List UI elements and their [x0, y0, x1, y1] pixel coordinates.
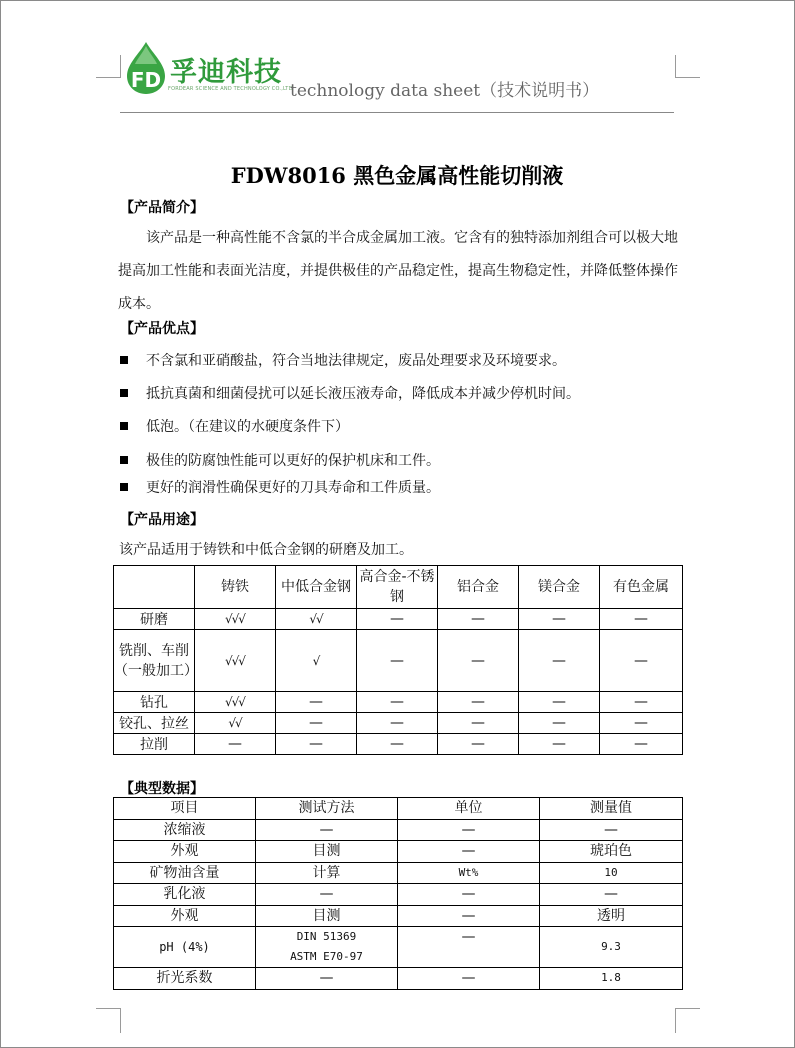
table-cell: —	[398, 905, 540, 927]
table-cell: 10	[540, 862, 683, 884]
advantage-item: 极佳的防腐蚀性能可以更好的保护机床和工件。	[120, 450, 440, 470]
bullet-square-icon	[120, 389, 128, 397]
intro-paragraph	[118, 222, 678, 321]
table-cell: —	[256, 819, 398, 841]
row-label-cell: 拉削	[114, 734, 195, 755]
table-row	[114, 905, 683, 927]
table-cell: —	[357, 609, 438, 630]
table-cell: 乳化液	[114, 884, 256, 906]
table-cell: —	[398, 819, 540, 841]
typical-data-table	[113, 797, 683, 990]
table-cell: —	[398, 841, 540, 863]
table-cell: —	[398, 884, 540, 906]
table-cell: —	[540, 819, 683, 841]
table-cell: —	[195, 734, 276, 755]
table-cell: —	[276, 734, 357, 755]
table-cell: √√	[276, 609, 357, 630]
table-row	[114, 968, 683, 990]
table-cell: —	[398, 968, 540, 990]
table-cell: —	[438, 734, 519, 755]
table-cell: pH (4%)	[114, 927, 256, 968]
table-cell: —	[540, 884, 683, 906]
svg-text:FD: FD	[130, 68, 162, 92]
table-cell: —	[519, 713, 600, 734]
table-header-cell: 铝合金	[438, 566, 519, 609]
company-logo-icon	[119, 40, 174, 95]
crop-mark-bottom-left	[96, 1008, 121, 1033]
table-cell: —	[600, 734, 683, 755]
table-cell: —	[519, 609, 600, 630]
advantage-item: 抵抗真菌和细菌侵扰可以延长液压液寿命，降低成本并减少停机时间。	[120, 383, 580, 403]
table-header-cell: 镁合金	[519, 566, 600, 609]
table-row	[114, 609, 683, 630]
typical-data-heading: 【典型数据】	[120, 781, 204, 797]
table-cell: —	[357, 713, 438, 734]
table-cell: —	[256, 968, 398, 990]
table-cell: —	[600, 630, 683, 692]
table-cell: √√√	[195, 609, 276, 630]
table-cell: 外观	[114, 841, 256, 863]
table-cell: —	[438, 692, 519, 713]
table-cell: —	[357, 692, 438, 713]
table-cell: —	[357, 630, 438, 692]
usage-text: 该产品适用于铸铁和中低合金钢的研磨及加工。	[119, 542, 413, 558]
header-subtitle: technology data sheet（技术说明书）	[290, 81, 600, 101]
advantages-heading: 【产品优点】	[120, 321, 204, 337]
bullet-square-icon	[120, 356, 128, 364]
table-cell: √	[276, 630, 357, 692]
row-label-cell: 铣削、车削（一般加工）	[114, 630, 195, 692]
table-cell: 目测	[256, 905, 398, 927]
table-row	[114, 819, 683, 841]
table-cell: —	[519, 692, 600, 713]
intro-heading: 【产品简介】	[120, 200, 204, 216]
brand-name-en: FORDEAR SCIENCE AND TECHNOLOGY CO.,LTD	[168, 86, 293, 92]
usage-heading: 【产品用途】	[120, 512, 204, 528]
table-cell: 折光系数	[114, 968, 256, 990]
table-row	[114, 713, 683, 734]
header-rule	[120, 112, 674, 113]
table-cell: 1.8	[540, 968, 683, 990]
table-header-cell: 铸铁	[195, 566, 276, 609]
test-method-line: DIN 51369	[296, 930, 357, 943]
table-cell: —	[276, 713, 357, 734]
table-row	[114, 927, 683, 968]
advantage-item: 低泡。（在建议的水硬度条件下）	[120, 416, 349, 436]
table-cell: 透明	[540, 905, 683, 927]
intro-text: 该产品是一种高性能不含氯的半合成金属加工液。它含有的独特添加剂组合可以极大地提高加工性能和表面光洁度，并提供极佳的产品稳定性，提高生物稳定性，并降低整体操作成本。	[118, 230, 678, 312]
table-header-cell: 测量值	[540, 798, 683, 820]
table-cell	[256, 927, 398, 968]
table-cell: —	[438, 609, 519, 630]
row-label-cell: 研磨	[114, 609, 195, 630]
table-row	[114, 862, 683, 884]
table-cell: 计算	[256, 862, 398, 884]
table-cell: —	[519, 630, 600, 692]
table-cell: —	[438, 713, 519, 734]
table-header-cell: 高合金-不锈钢	[357, 566, 438, 609]
table-cell: √√	[195, 713, 276, 734]
table-header-cell: 单位	[398, 798, 540, 820]
table-cell: —	[398, 927, 540, 968]
table-cell: 矿物油含量	[114, 862, 256, 884]
table-cell: 琥珀色	[540, 841, 683, 863]
crop-mark-top-left	[96, 55, 121, 78]
document-title: FDW8016 黑色金属高性能切削液	[230, 163, 564, 188]
table-row	[114, 692, 683, 713]
usage-table	[113, 565, 683, 755]
table-header-row	[114, 566, 683, 609]
table-cell: √√√	[195, 692, 276, 713]
bullet-square-icon	[120, 422, 128, 430]
table-cell: —	[438, 630, 519, 692]
table-cell: —	[256, 884, 398, 906]
table-cell: —	[276, 692, 357, 713]
table-cell: 浓缩液	[114, 819, 256, 841]
bullet-square-icon	[120, 483, 128, 491]
row-label-cell: 铰孔、拉丝	[114, 713, 195, 734]
crop-mark-top-right	[675, 55, 700, 78]
table-cell: —	[519, 734, 600, 755]
table-header-cell	[114, 566, 195, 609]
test-method-line: ASTM E70-97	[290, 950, 363, 963]
table-row	[114, 841, 683, 863]
table-cell: Wt%	[398, 862, 540, 884]
table-cell: 9.3	[540, 927, 683, 968]
advantage-item: 不含氯和亚硝酸盐，符合当地法律规定，废品处理要求及环境要求。	[120, 350, 566, 370]
table-header-cell: 项目	[114, 798, 256, 820]
table-cell: —	[357, 734, 438, 755]
table-row	[114, 630, 683, 692]
table-row	[114, 884, 683, 906]
table-cell: √√√	[195, 630, 276, 692]
table-cell: —	[600, 713, 683, 734]
table-cell: 外观	[114, 905, 256, 927]
table-header-row	[114, 798, 683, 820]
table-header-cell: 中低合金钢	[276, 566, 357, 609]
row-label-cell: 钻孔	[114, 692, 195, 713]
table-cell: —	[600, 692, 683, 713]
advantage-item: 更好的润滑性确保更好的刀具寿命和工件质量。	[120, 477, 440, 497]
brand-name-cn: 孚迪科技	[170, 57, 282, 88]
table-header-cell: 测试方法	[256, 798, 398, 820]
crop-mark-bottom-right	[675, 1008, 700, 1033]
table-header-cell: 有色金属	[600, 566, 683, 609]
table-cell: —	[600, 609, 683, 630]
bullet-square-icon	[120, 456, 128, 464]
table-row	[114, 734, 683, 755]
table-cell: 目测	[256, 841, 398, 863]
